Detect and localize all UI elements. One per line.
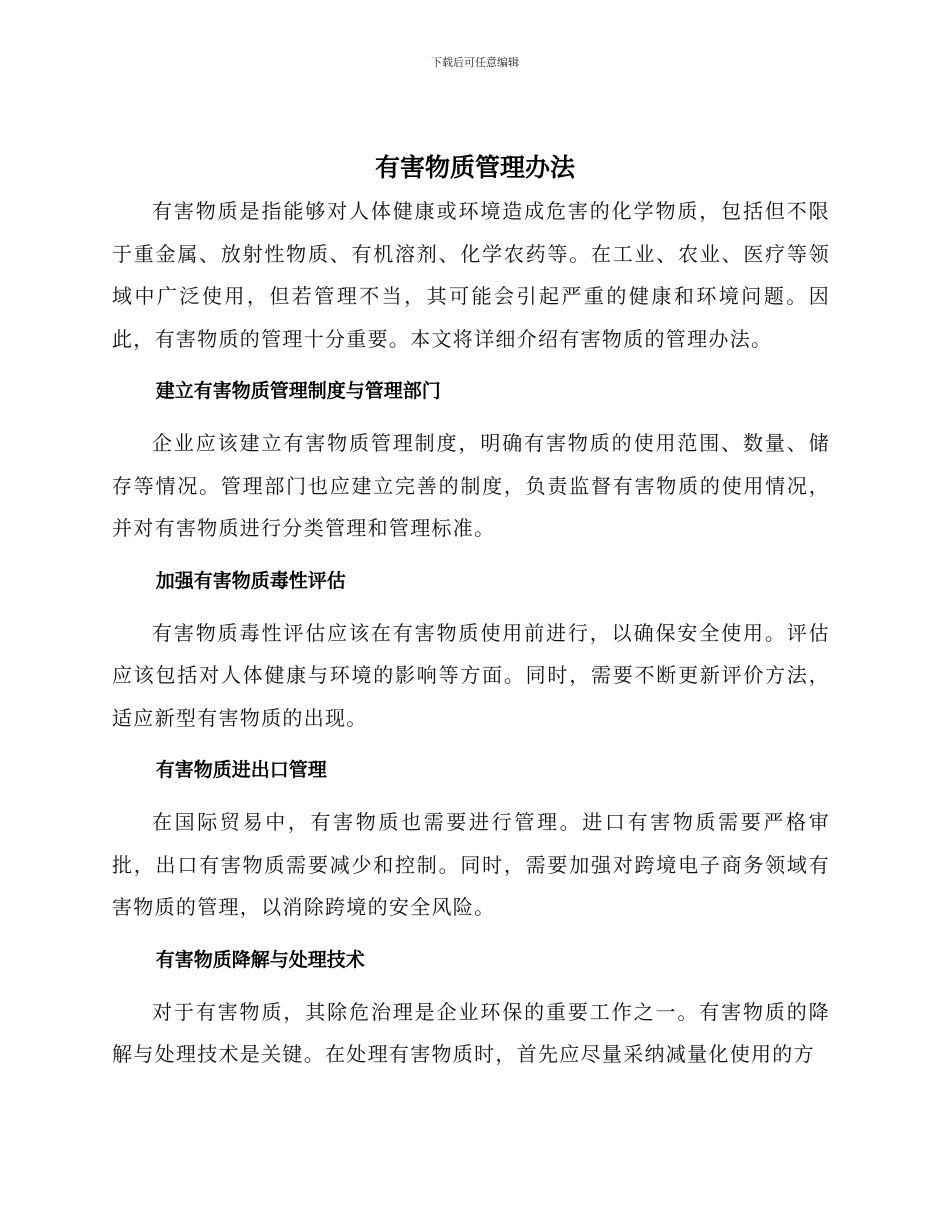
document-title: 有害物质管理办法 (374, 153, 575, 182)
section-paragraph-degradation-treatment: 对于有害物质，其除危治理是企业环保的重要工作之一。有害物质的降解与处理技术是关键。在处理有害物质时，首先应尽量采纳减量化使用的方 (112, 999, 830, 1066)
document-body (112, 190, 830, 1076)
section-heading-management-system: 建立有害物质管理制度与管理部门 (155, 380, 441, 402)
section-paragraph-toxicity-assessment: 有害物质毒性评估应该在有害物质使用前进行，以确保安全使用。评估应该包括对人体健康与环境的影响等方面。同时，需要不断更新评价方法，适应新型有害物质的出现。 (112, 620, 830, 730)
section-paragraph-management-system: 企业应该建立有害物质管理制度，明确有害物质的使用范围、数量、储存等情况。管理部门也应建立完善的制度，负责监督有害物质的使用情况，并对有害物质进行分类管理和管理标准。 (112, 431, 830, 540)
header-note: 下载后可任意编辑 (431, 56, 519, 69)
section-heading-import-export: 有害物质进出口管理 (155, 759, 327, 781)
section-paragraph-import-export: 在国际贸易中，有害物质也需要进行管理。进口有害物质需要严格审批，出口有害物质需要减少和控制。同时，需要加强对跨境电子商务领域有害物质的管理，以消除跨境的安全风险。 (112, 810, 830, 919)
section-heading-toxicity-assessment: 加强有害物质毒性评估 (155, 569, 346, 592)
section-heading-degradation-treatment: 有害物质降解与处理技术 (155, 948, 365, 971)
intro-paragraph: 有害物质是指能够对人体健康或环境造成危害的化学物质，包括但不限于重金属、放射性物质、有机溶剂、化学农药等。在工业、农业、医疗等领域中广泛使用，但若管理不当，其可能会引起严重的健康和环境问题。因此，有害物质的管理十分重要。本文将详细介绍有害物质的管理办法。 (112, 199, 830, 351)
